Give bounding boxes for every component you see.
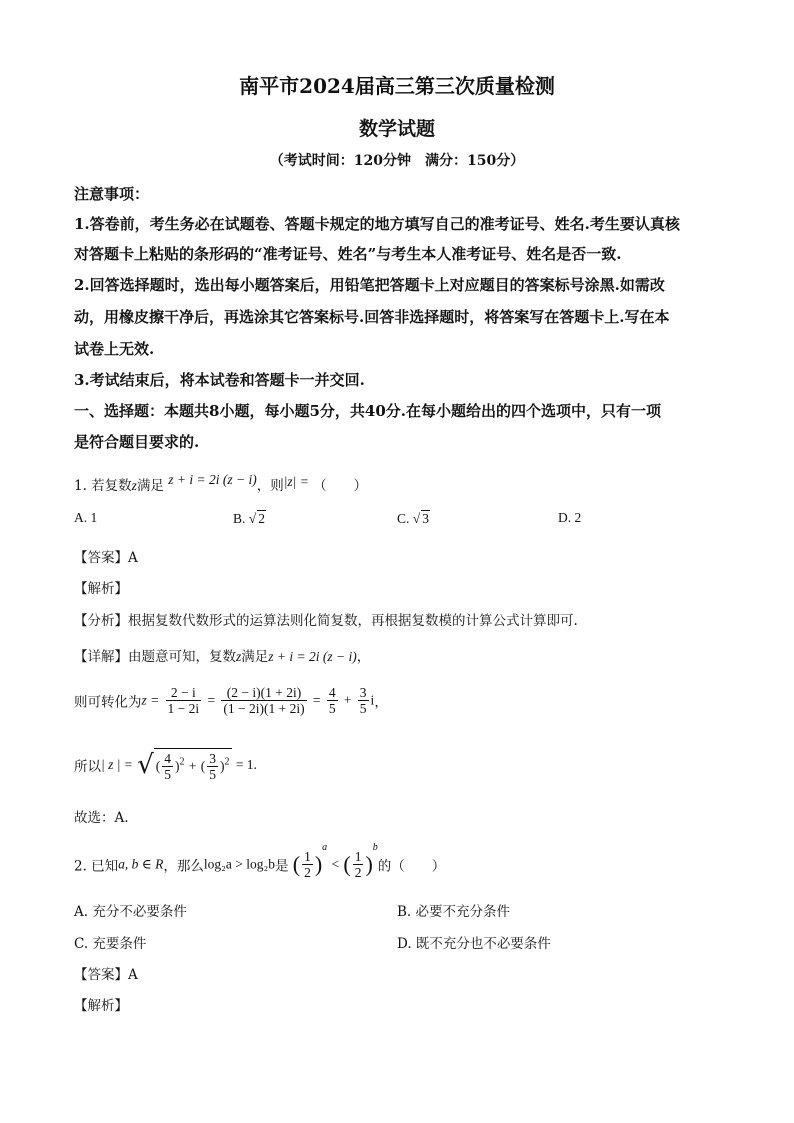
q2-answer: 【答案】A: [74, 967, 138, 983]
q2-prefix: 2. 已知: [74, 858, 119, 875]
q1-detail-label: 【详解】: [74, 649, 128, 665]
less-than-sign: <: [331, 856, 340, 872]
section-heading-line2: 是符合题目要求的.: [74, 433, 200, 451]
q1-analysis-label: 【解析】: [74, 581, 128, 597]
q1-option-c: [397, 510, 430, 527]
q1-option-d: D. 2: [558, 510, 582, 525]
q2-end: 的（ ）: [377, 858, 446, 875]
paren-open: (: [155, 758, 161, 774]
q1-detail-eq: z + i = 2i (z − i): [268, 649, 357, 664]
equals-sign: =: [207, 692, 216, 708]
q1-option-a: A. 1: [74, 510, 98, 525]
notice-heading: 注意事项：: [74, 185, 150, 203]
q2-option-b: B. 必要不充分条件: [397, 904, 511, 920]
q1-mid: 满足: [136, 478, 164, 494]
q2-half-a-denominator: 2: [304, 865, 311, 880]
q1-option-b-radicand: 2: [258, 511, 265, 526]
notice-item2-line2: 动，用橡皮擦干净后，再选涂其它答案标号.回答非选择题时，将答案写在答题卡上.写在本: [74, 308, 670, 326]
q2-power-b: b: [372, 842, 378, 853]
notice-item2-line3: 试卷上无效.: [74, 340, 155, 358]
notice-item1-line2: 对答题卡上粘贴的条形码的“准考证号、姓名”与考生本人准考证号、姓名是否一致.: [74, 245, 622, 263]
q1-fenxi-label: 【分析】: [74, 613, 128, 629]
fraction-4-numerator: 3: [359, 685, 367, 700]
q1-stem: [74, 474, 367, 494]
paren-open: (: [343, 851, 351, 877]
fraction-6-numerator: 3: [209, 751, 217, 766]
q2-stem: [74, 842, 445, 880]
q1-abs-z: |z| =: [283, 474, 309, 489]
section-heading-line1: 一、选择题：本题共8小题，每小题5分，共40分.在每小题给出的四个选项中，只有一项: [74, 402, 661, 420]
fraction-6-denominator: 5: [209, 767, 217, 782]
q1-fenxi-text: 根据复数代数形式的运算法则化简复数，再根据复数模的计算公式计算即可.: [128, 613, 578, 629]
q1-prefix: 1. 若复数: [74, 478, 132, 494]
q2-mid: ，那么: [163, 858, 204, 875]
notice-item1-line1: 1.答卷前，考生务必在试题卷、答题卡规定的地方填写自己的准考证号、姓名.考生要认真核: [74, 215, 680, 233]
q1-mod-abs: | z | =: [101, 757, 133, 772]
fraction-3-denominator: 5: [328, 701, 336, 716]
q1-equation: z + i = 2i (z − i): [168, 472, 257, 487]
q2-analysis-label: 【解析】: [74, 998, 128, 1014]
q2-half-a-numerator: 1: [304, 849, 311, 864]
q2-vars: a, b ∈ R: [118, 856, 164, 872]
q1-option-b: [233, 510, 266, 527]
q1-detail-text1: 由题意可知，复数: [128, 649, 236, 665]
q1-mod-end: = 1.: [235, 757, 257, 772]
paren-close: ): [314, 851, 323, 877]
fraction-2-denominator: (1 − 2i)(1 + 2i): [223, 701, 305, 716]
q1-detail-end: ，: [356, 649, 371, 665]
q1-mod-prefix: 所以: [74, 759, 101, 775]
q1-mod-radicand: [154, 748, 232, 782]
q1-convert-end: ，: [374, 694, 388, 711]
q1-modulus: [74, 748, 257, 782]
fraction-5-denominator: 5: [164, 767, 172, 782]
fraction-1-numerator: 2 − i: [166, 685, 202, 701]
fraction-2-numerator: (2 − i)(1 + 2i): [221, 685, 306, 701]
q1-option-b-label: B.: [233, 511, 246, 526]
fraction-3-numerator: 4: [328, 685, 336, 700]
q1-option-c-label: C.: [397, 511, 410, 526]
plus-sign: +: [188, 758, 197, 774]
paren-open: (: [200, 758, 206, 774]
q1-paren: （ ）: [313, 478, 368, 494]
page-title: 南平市2024届高三第三次质量检测: [239, 74, 555, 98]
q2-option-c: C. 充要条件: [74, 936, 147, 952]
equals-sign: =: [312, 692, 321, 708]
q1-detail-var: z: [236, 649, 242, 664]
sqrt-icon: √: [248, 511, 257, 526]
q2-half-b-numerator: 1: [354, 849, 362, 864]
q1-option-c-radicand: 3: [422, 511, 429, 526]
q2-half-b-denominator: 2: [354, 865, 362, 880]
q2-option-d: D. 既不充分也不必要条件: [397, 936, 551, 952]
q1-convert: [74, 685, 388, 716]
q2-half-a: [302, 849, 313, 880]
exam-info: （考试时间：120分钟 满分：150分）: [269, 153, 525, 169]
q1-fenxi: [74, 609, 578, 629]
plus-sign: +: [343, 692, 352, 708]
q2-half-b: [353, 849, 364, 880]
paren-close: ): [220, 758, 225, 774]
fraction-4: [358, 685, 369, 716]
q2-log-expr: log₂a > log₂b: [203, 856, 275, 872]
q1-convert-z: z =: [141, 692, 160, 708]
fraction-5-numerator: 4: [164, 751, 172, 766]
subject-title: 数学试题: [358, 118, 435, 140]
fraction-3: [327, 685, 338, 716]
q1-choose: 故选：A.: [74, 810, 129, 826]
fraction-2: [221, 685, 306, 716]
power-2: 2: [224, 756, 230, 768]
paren-open: (: [292, 851, 301, 877]
fraction-1: [166, 685, 202, 716]
q2-option-a: A. 充分不必要条件: [74, 904, 187, 920]
notice-item3: 3.考试结束后，将本试卷和答题卡一并交回.: [74, 371, 365, 389]
q1-answer: 【答案】A: [74, 550, 138, 566]
q2-shi: 是: [274, 858, 289, 875]
q1-convert-prefix: 则可转化为: [74, 694, 142, 711]
power-2: 2: [179, 756, 185, 768]
imaginary-unit: i: [370, 692, 375, 708]
q1-var-z: z: [131, 478, 137, 493]
paren-close: ): [365, 851, 373, 877]
fraction-5: [162, 751, 173, 782]
sqrt-icon: √: [412, 511, 421, 526]
q2-power-a: a: [322, 842, 328, 853]
notice-item2-line1: 2.回答选择题时，选出每小题答案后，用铅笔把答题卡上对应题目的答案标号涂黑.如需改: [74, 276, 665, 294]
fraction-4-denominator: 5: [359, 701, 367, 716]
fraction-1-denominator: 1 − 2i: [167, 701, 200, 716]
fraction-6: [207, 751, 218, 782]
paren-close: ): [175, 758, 180, 774]
q1-then: ，则: [256, 478, 284, 494]
q1-detail: [74, 645, 370, 665]
sqrt-icon: √: [137, 750, 154, 780]
q1-detail-text2: 满足: [241, 649, 269, 665]
